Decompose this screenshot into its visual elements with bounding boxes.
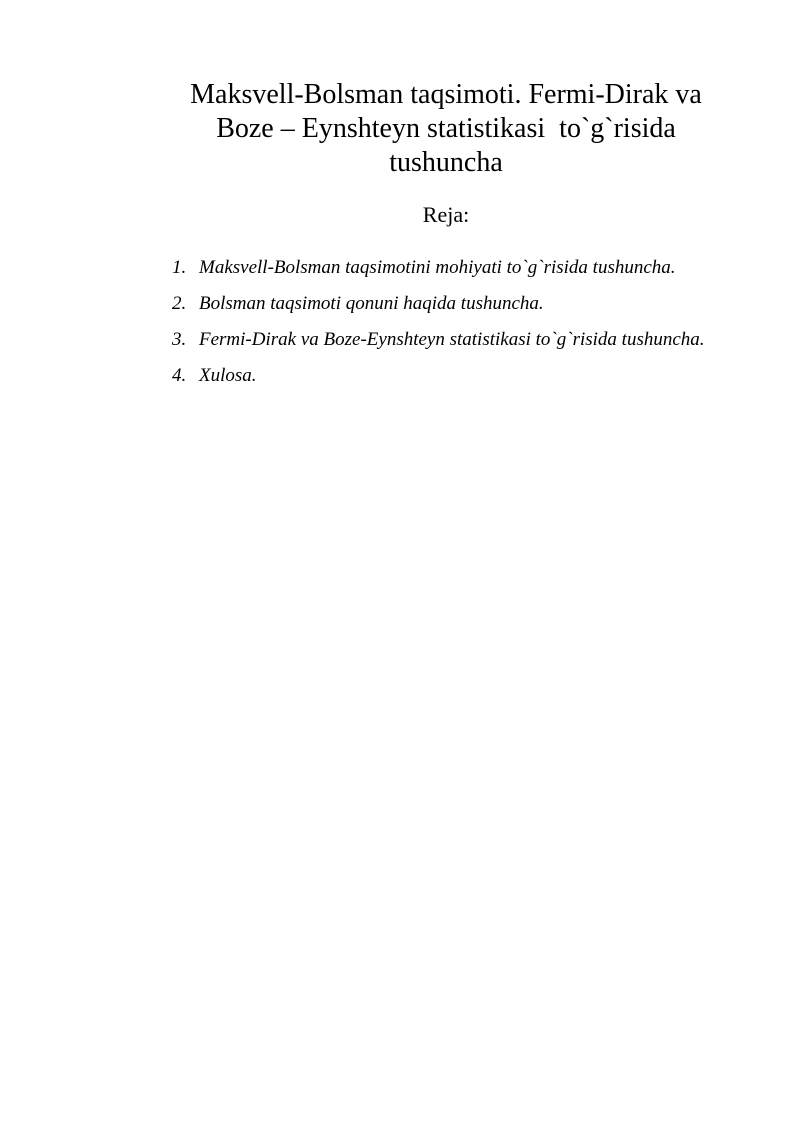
plan-item	[172, 250, 743, 286]
title-line-1: Maksvell-Bolsman taqsimoti. Fermi-Dirak va	[190, 79, 702, 110]
plan-item-number: 3.	[172, 329, 187, 350]
plan-item	[172, 358, 743, 394]
title-line-2: Boze – Eynshteyn statistikasi to`g`risida	[216, 113, 676, 144]
plan-item-number: 2.	[172, 293, 187, 314]
plan-item-text: Xulosa.	[199, 365, 257, 386]
plan-item-number: 1.	[172, 257, 187, 278]
plan-heading: Reja:	[422, 202, 470, 227]
plan-item-text: Fermi-Dirak va Boze-Eynshteyn statistikasi to`g`risida tushuncha.	[199, 329, 705, 350]
plan-list	[172, 250, 743, 394]
plan-item	[172, 322, 743, 358]
plan-item-number: 4.	[172, 365, 187, 386]
plan-item	[172, 286, 743, 322]
title-line-3: tushuncha	[389, 147, 503, 178]
plan-item-text: Bolsman taqsimoti qonuni haqida tushuncha.	[199, 293, 544, 314]
plan-item-text: Maksvell-Bolsman taqsimotini mohiyati to`g`risida tushuncha.	[199, 257, 676, 278]
document-title	[168, 78, 724, 180]
